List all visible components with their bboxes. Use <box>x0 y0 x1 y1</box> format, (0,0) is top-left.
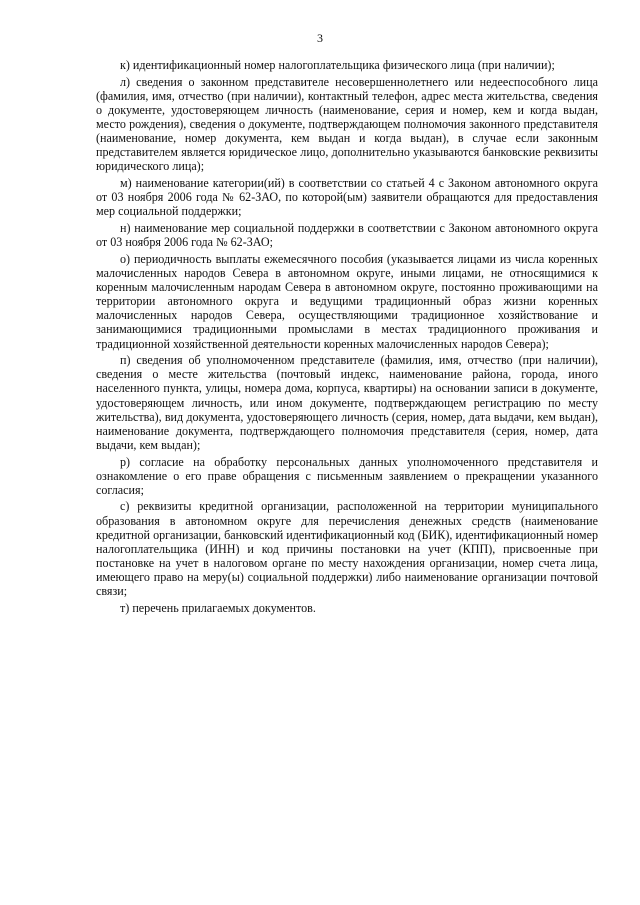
document-body <box>96 58 598 615</box>
paragraph-l: л) сведения о законном представителе несовершеннолетнего или недееспособного лица (фамилия, имя, отчество (при наличии), контактный телефон, адрес места жительства, сведения о документе, удостоверяющем личность (наименование, серия и номер, кем и когда выдан, место рождения), сведения о документе, подтверждающем полномочия законного представителя (наименование, номер документа, кем выдан и когда выдан), в случае если законным представителем является юридическое лицо, дополнительно указываются банковские реквизиты юридического лица); <box>96 74 598 174</box>
paragraph-t: т) перечень прилагаемых документов. <box>120 600 316 615</box>
paragraph-n: н) наименование мер социальной поддержки в соответствии с Законом автономного округа от 03 ноября 2006 года № 62-ЗАО; <box>96 220 598 250</box>
paragraph-r: р) согласие на обработку персональных данных уполномоченного представителя и ознакомление о его праве обращения с письменным заявлением о прекращении указанного согласия; <box>96 454 598 497</box>
paragraph-s: с) реквизиты кредитной организации, расположенной на территории муниципального образования в автономном округе для перечисления денежных средств (наименование кредитной организации, банковский идентификационный код (БИК), идентификационный номер налогоплательщика (ИНН) и код причины постановки на учет (КПП), присвоенные при постановке на учет в налоговом органе по месту нахождения организации, номер счета лица, имеющего право на меру(ы) социальной поддержки) либо наименование организации почтовой связи; <box>96 499 598 599</box>
paragraph-k: к) идентификационный номер налогоплательщика физического лица (при наличии); <box>120 58 555 72</box>
page-number: 3 <box>317 31 323 45</box>
paragraph-p: п) сведения об уполномоченном представителе (фамилия, имя, отчество (при наличии), сведения о месте жительства (почтовый индекс, наименование района, города, иного населенного пункта, улицы, номера дома, корпуса, квартиры) на основании записи в документе, удостоверяющем личность, или ином документе, подтверждающем регистрацию по месту жительства), вид документа, удостоверяющего личность (серия, номер, дата выдачи, кем выдан), наименование документа, подтверждающего полномочия представителя (серия, номер, дата выдачи, кем выдан); <box>96 353 598 453</box>
paragraph-o: о) периодичность выплаты ежемесячного пособия (указывается лицами из числа коренных малочисленных народов Севера в автономном округе, иными лицами, не относящимися к коренным малочисленным народам Севера в автономном округе, постоянно проживающими на территории автономного округа и ведущими традиционный образ жизни коренных малочисленных народов Севера, осуществляющими традиционное хозяйствование и занимающимися традиционными промыслами в местах традиционного проживания и традиционной хозяйственной деятельности коренных малочисленных народов Севера); <box>96 251 598 351</box>
paragraph-m: м) наименование категории(ий) в соответствии со статьей 4 с Законом автономного округа от 03 ноября 2006 года № 62-ЗАО, по которой(ым) заявители обращаются для предоставления мер социальной поддержки; <box>96 176 598 219</box>
